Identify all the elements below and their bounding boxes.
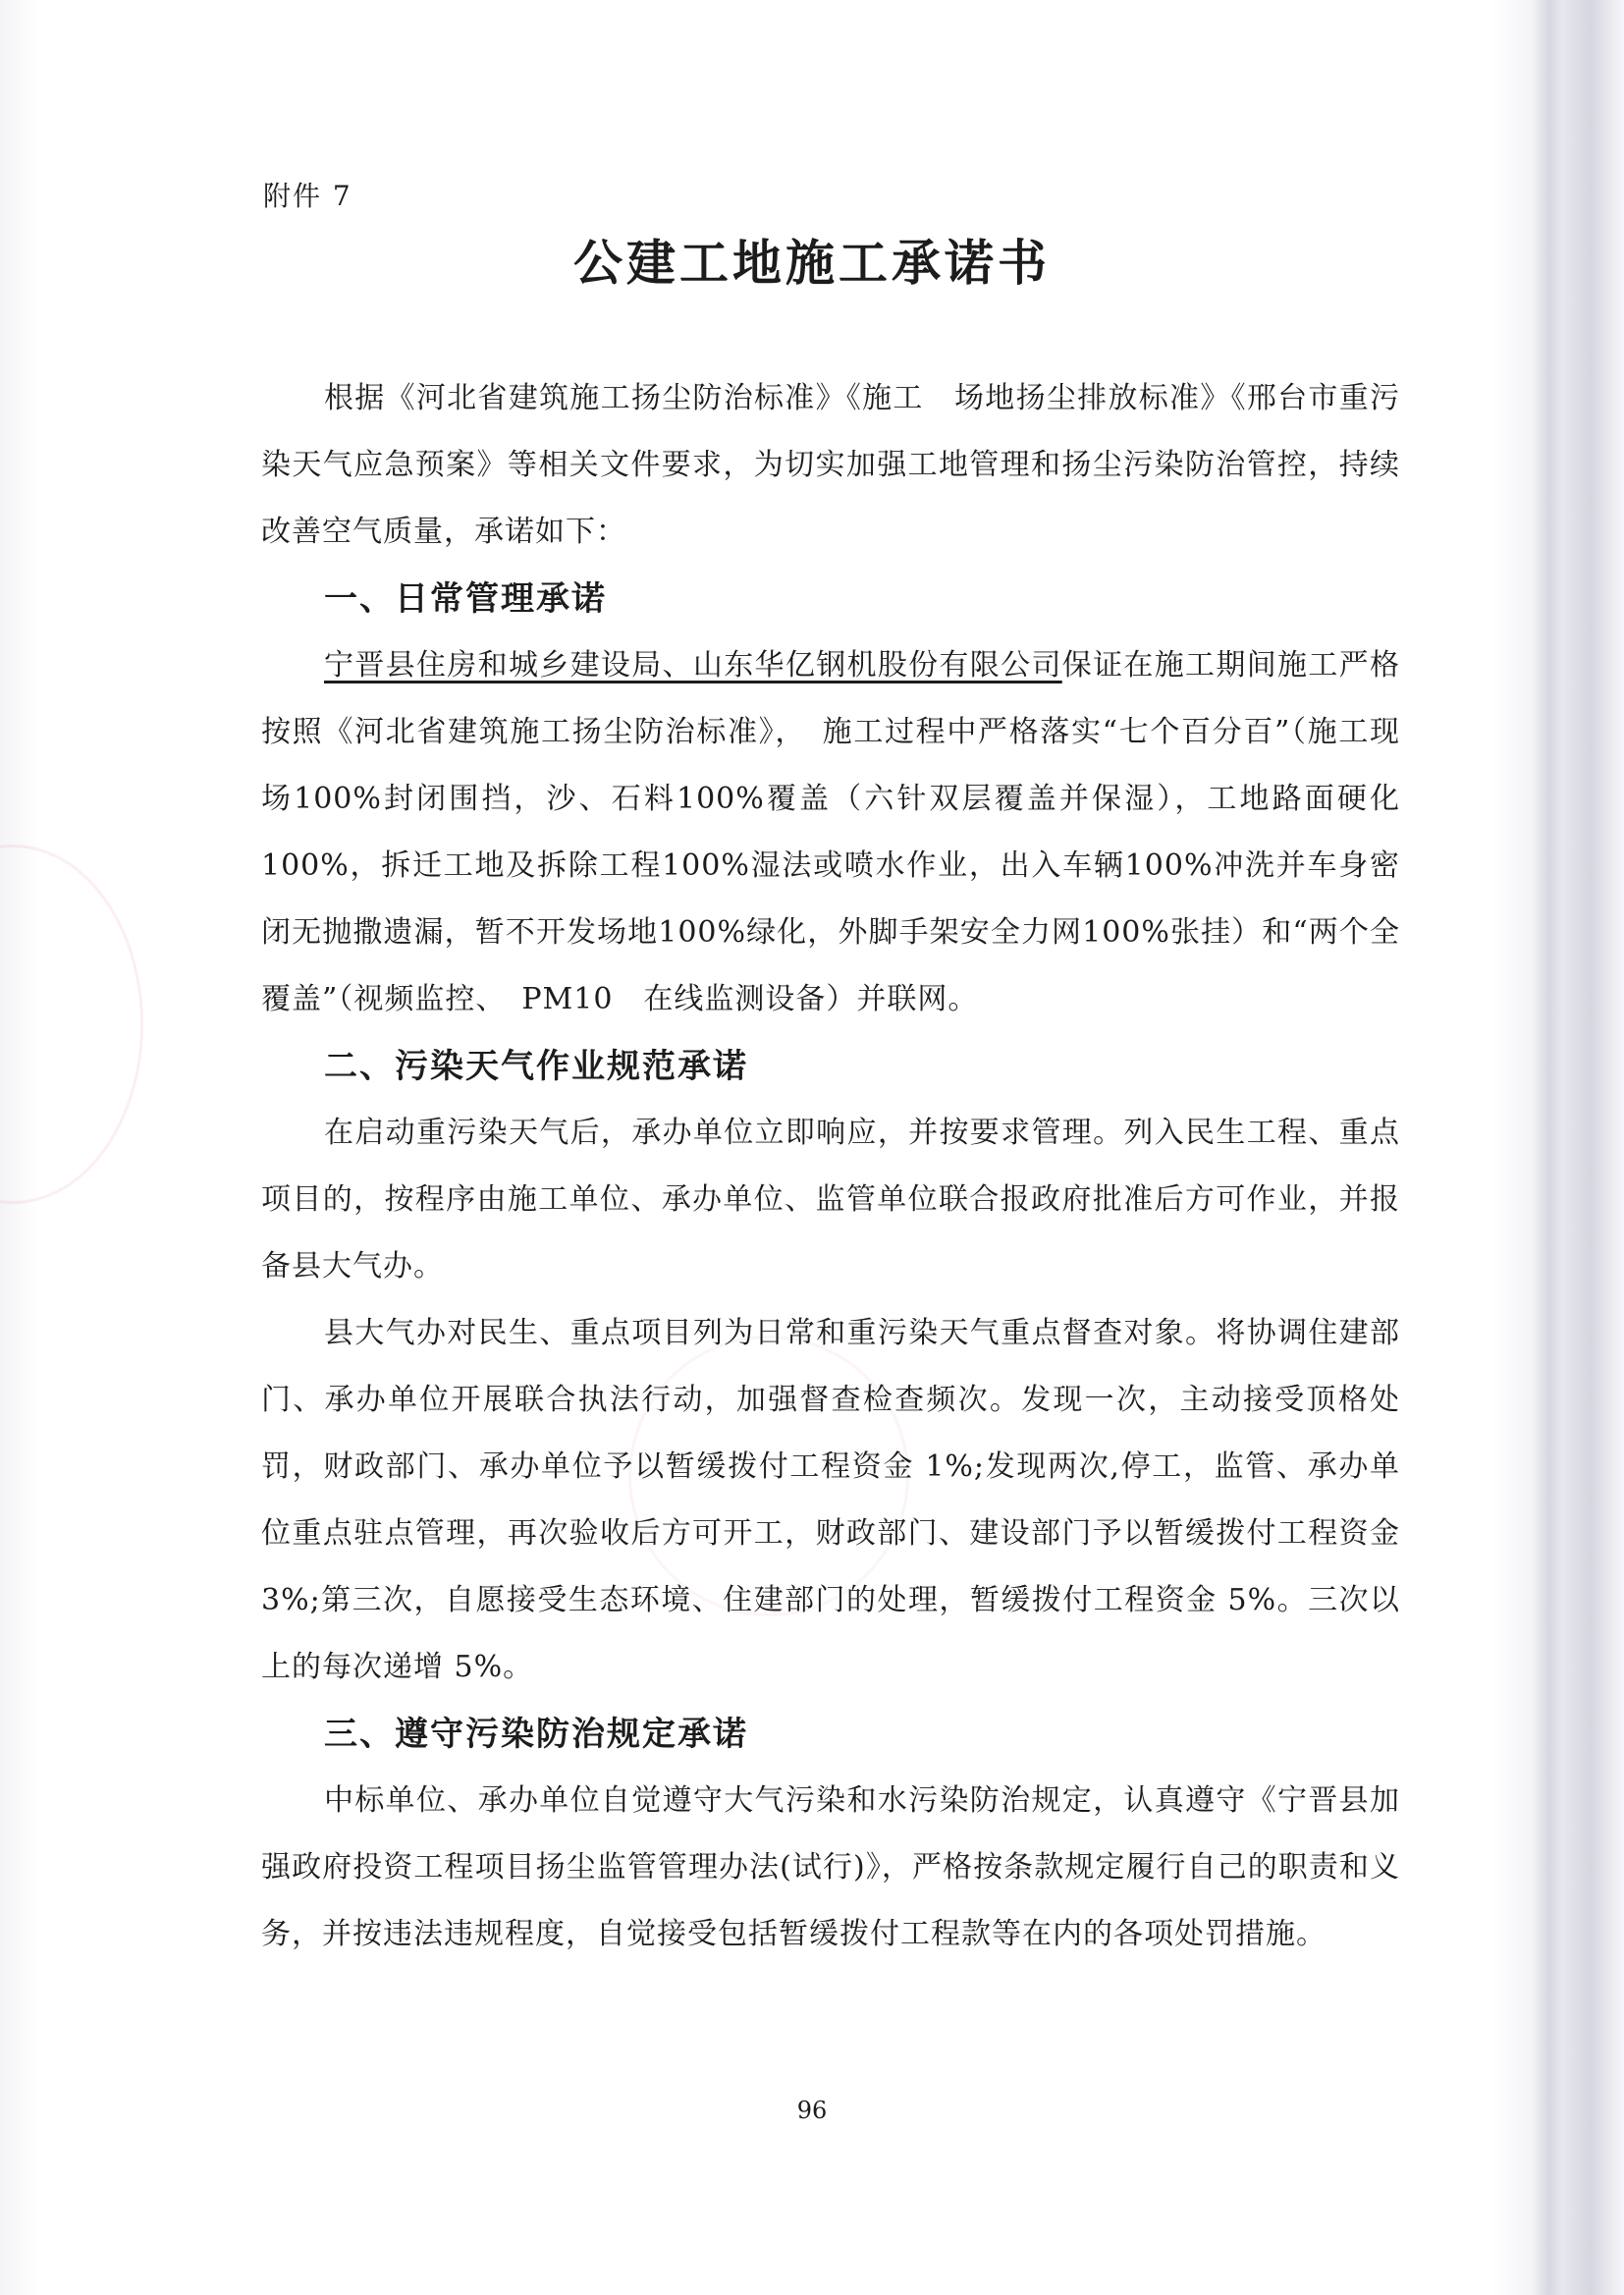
scan-shadow-edge — [1532, 0, 1561, 2295]
section-2-paragraph-2: 县大气办对民生、重点项目列为日常和重污染天气重点督查对象。将协调住建部门、承办单位开展联合执法行动，加强督查检查频次。发现一次，主动接受顶格处罚，财政部门、承办单位予以暂缓拨付工程资金 1%;发现两次,停工，监管、承办单位重点驻点管理，再次验收后方可开工，财政部门、建设部门予以暂缓拨付工程资金 3%;第三次，自愿接受生态环境、住建部门的处理，暂缓拨付工程资金 5%。三次以上的每次递增 5%。 — [261, 1316, 1400, 1684]
intro-paragraph: 根据《河北省建筑施工扬尘防治标准》《施工 场地扬尘排放标准》《邢台市重污染天气应急预案》等相关文件要求，为切实加强工地管理和扬尘污染防治管控，持续改善空气质量，承诺如下： — [261, 381, 1400, 549]
attachment-label: 附件 7 — [263, 180, 352, 212]
section-3-paragraph-1: 中标单位、承办单位自觉遵守大气污染和水污染防治规定，认真遵守《宁晋县加强政府投资工程项目扬尘监管管理办法(试行)》，严格按条款规定履行自己的职责和义务，并按违法违规程度，自觉接受包括暂缓拨付工程款等在内的各项处罚措施。 — [261, 1783, 1400, 1951]
document-title: 公建工地施工承诺书 — [573, 234, 1051, 292]
section-3-heading: 三、遵守污染防治规定承诺 — [324, 1715, 748, 1754]
document-body — [261, 365, 1400, 1968]
section-2-paragraph-1: 在启动重污染天气后，承办单位立即响应，并按要求管理。列入民生工程、重点项目的，按程序由施工单位、承办单位、监管单位联合报政府批准后方可作业，并报备县大气办。 — [261, 1116, 1400, 1284]
section-2-heading: 二、污染天气作业规范承诺 — [324, 1047, 748, 1086]
section-1-heading: 一、日常管理承诺 — [324, 579, 607, 619]
page-number: 96 — [796, 2097, 828, 2124]
committing-parties: 宁晋县住房和城乡建设局、山东华亿钢机股份有限公司 — [324, 648, 1062, 683]
section-1-paragraph — [261, 632, 1400, 1033]
faded-seal-left — [0, 845, 143, 1204]
section-1-body: 保证在施工期间施工严格按照《河北省建筑施工扬尘防治标准》， 施工过程中严格落实“七个百分百”（施工现场100%封闭围挡，沙、石料100%覆盖（六针双层覆盖并保湿），工地路面硬化100%，拆迁工地及拆除工程100%湿法或喷水作业，出入车辆100%冲洗并车身密闭无抛撒遗漏，暂不开发场地100%绿化，外脚手架安全力网100%张挂）和“两个全覆盖”（视频监控、 PM10 在线监测设备）并联网。 — [261, 648, 1401, 1016]
